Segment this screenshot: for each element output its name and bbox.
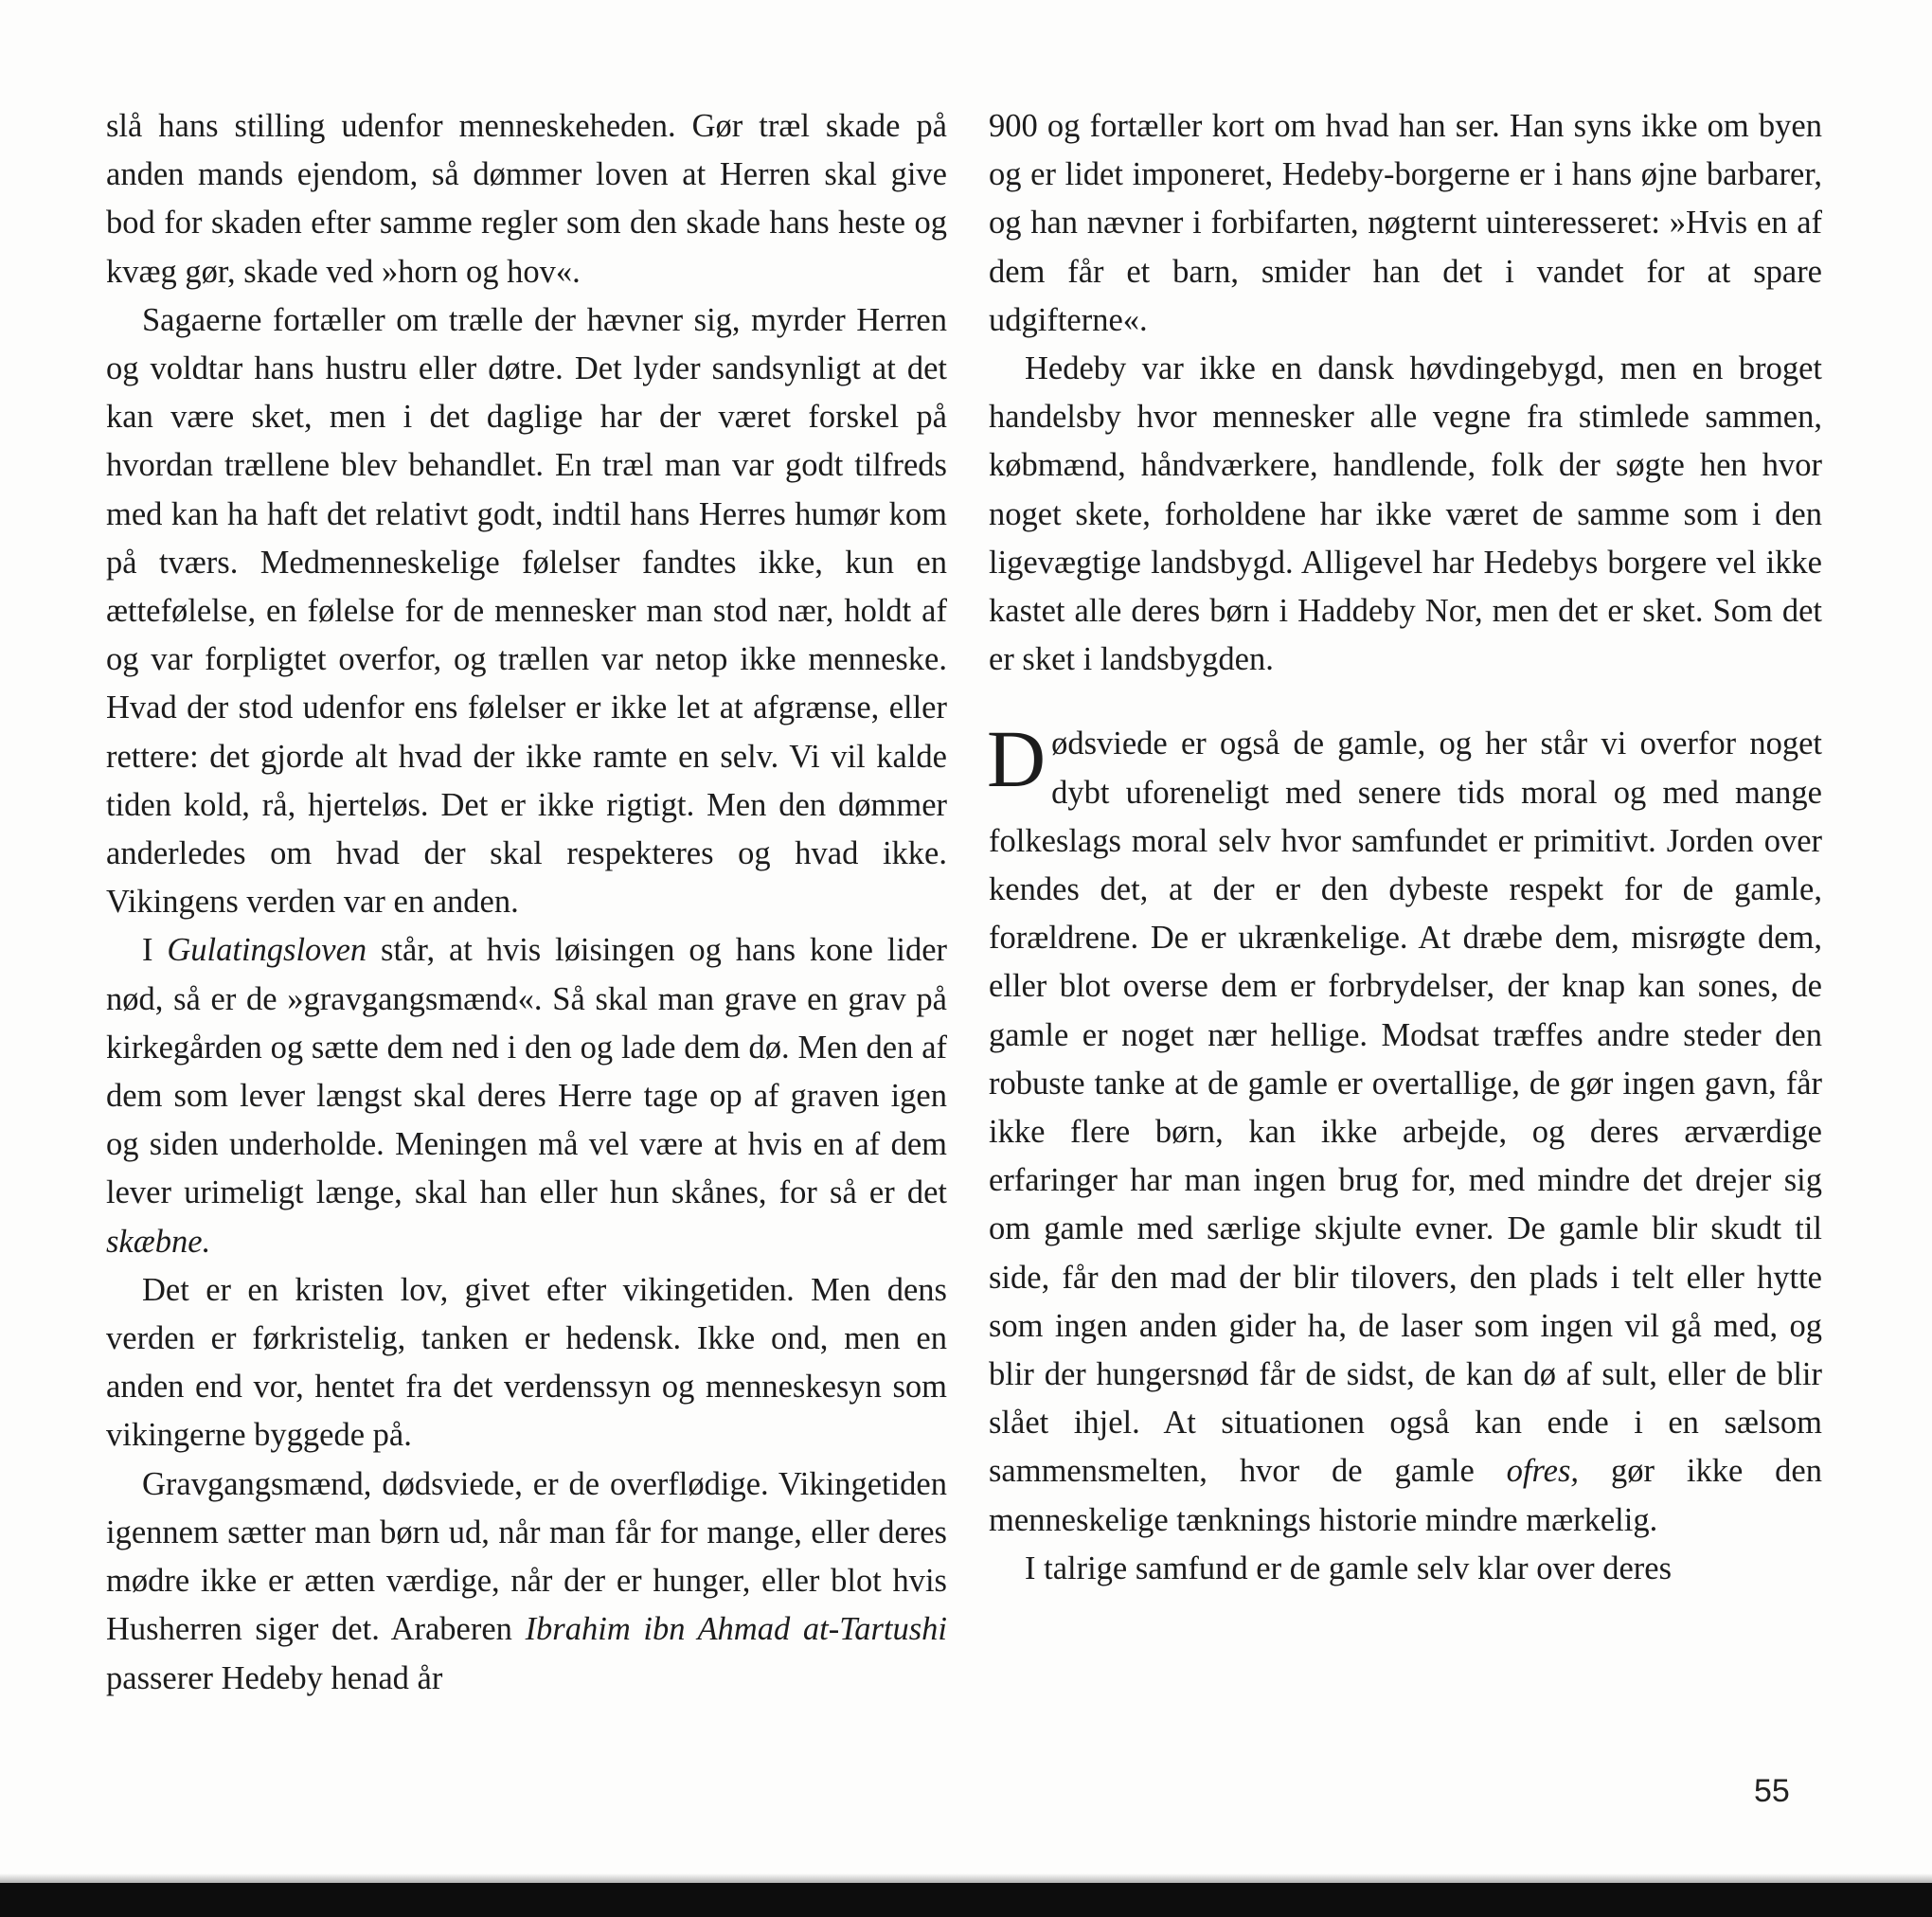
left-column: [106, 102, 947, 1703]
paragraph: [987, 713, 1822, 1544]
paragraph: 900 og fortæller kort om hvad han ser. Han syns ikke om byen og er lidet imponeret, Hedeby-borgerne er i hans øjne barbarer, og han nævner i forbifarten, nøgternt uinteresseret: »Hvis en af dem får et barn, smider han det i vandet for at spare udgifterne«.: [989, 108, 1822, 338]
paragraph: Hedeby var ikke en dansk høvdingebygd, men en broget handelsby hvor mennesker alle vegne fra stimlede sammen, købmænd, håndværkere, handlende, folk der søgte hen hvor noget skete, forholdene har ikke været de samme som i den ligevægtige landsbygd. Alligevel har Hedebys borgere vel ikke kastet alle deres børn i Haddeby Nor, men det er sket. Som det er sket i landsbygden.: [989, 350, 1822, 678]
page-number: 55: [1754, 1773, 1790, 1809]
text-run: gør ikke den menneskelige tænknings historie mindre mærkelig.: [989, 1453, 1822, 1538]
text-run: passerer Hedeby henad år: [106, 1659, 443, 1696]
text-run: ødsviede er også de gamle, og her står vi overfor noget dybt uforeneligt med senere tids moral og med mange folkeslags moral selv hvor samfundet er primitivt. Jorden over kendes det, at der er den dybeste respekt for de gamle, forældrene. De er ukrænkelige. At dræbe dem, misrøgte dem, eller blot overse dem er forbrydelser, der knap kan sones, de gamle er noget nær hellige. Modsat træffes andre steder den robuste tanke at de gamle er overtallige, de gør ingen gavn, får ikke flere børn, kan ikke arbejde, og deres ærværdige erfaringer har man ingen brug for, med mindre det drejer sig om gamle med særlige skjulte evner. De gamle blir skudt til side, får den mad der blir tilovers, den plads i telt eller hytte som ingen anden gider ha, de laser som ingen vil gå med, og blir der hungersnød får de sidst, de kan dø af sult, eller de blir slået ihjel. At situationen også kan ende i en sælsom sammensmelten, hvor de gamle: [989, 726, 1822, 1490]
text-run: Gravgangsmænd, dødsviede, er de overflødige. Vikingetiden igennem sætter man børn ud, når man får for mange, eller deres mødre ikke er ætten værdige, når der er hunger, eller blot hvis Husherren siger det. Araberen: [106, 1465, 947, 1648]
text-run: står, at hvis løisingen og hans kone lider nød, så er de »gravgangsmænd«. Så skal man grave en grav på kirkegården og sætte dem ned i den og lade dem dø. Men den af dem som lever længst skal deres Herre tage op af graven igen og siden underholde. Meningen må vel være at hvis en af dem lever urimeligt længe, skal han eller hun skånes, for så er det: [106, 932, 948, 1211]
scan-bottom-edge: [0, 1883, 1932, 1917]
paragraph: [106, 926, 947, 1265]
paragraph: slå hans stilling udenfor menneskeheden. Gør træl skade på anden mands ejendom, så dømmer loven at Herren skal give bod for skaden efter samme regler som den skade hans heste og kvæg gør, skade ved »horn og hov«.: [106, 108, 947, 290]
paragraph: Det er en kristen lov, givet efter vikingetiden. Men dens verden er førkristelig, tanken er hedensk. Ikke ond, men en anden end vor, hentet fra det verdenssyn og menneskesyn som vikingerne byggede på.: [106, 1271, 947, 1454]
italic-name: Ibrahim ibn Ahmad at-Tartushi: [525, 1611, 947, 1648]
paragraph: Sagaerne fortæller om trælle der hævner sig, myrder Herren og voldtar hans hustru eller døtre. Det lyder sandsynligt at det kan være sket, men i det daglige har der været forskel på hvordan trællene blev behandlet. En træl man var godt tilfreds med kan ha haft det relativt godt, indtil hans Herres humør kom på tværs. Medmenneskelige følelser fandtes ikke, kun en ættefølelse, en følelse for de mennesker man stod nær, holdt af og var forpligtet overfor, og trællen var netop ikke menneske. Hvad der stod udenfor ens følelser er ikke let at afgrænse, eller rettere: det gjorde alt hvad der ikke ramte en selv. Vi vil kalde tiden kold, rå, hjerteløs. Det er ikke rigtigt. Men den dømmer anderledes om hvad der skal respekteres og hvad ikke. Vikingens verden var en anden.: [106, 301, 947, 921]
italic-word: ofres,: [1506, 1453, 1580, 1490]
paragraph: I talrige samfund er de gamle selv klar over deres: [1025, 1550, 1673, 1586]
right-column: [989, 102, 1822, 1593]
text-run: I: [142, 932, 168, 969]
italic-title: Gulatingsloven: [167, 932, 367, 969]
italic-word: skæbne.: [106, 1223, 211, 1260]
paragraph: [106, 1460, 947, 1703]
drop-cap: D: [987, 713, 1046, 805]
